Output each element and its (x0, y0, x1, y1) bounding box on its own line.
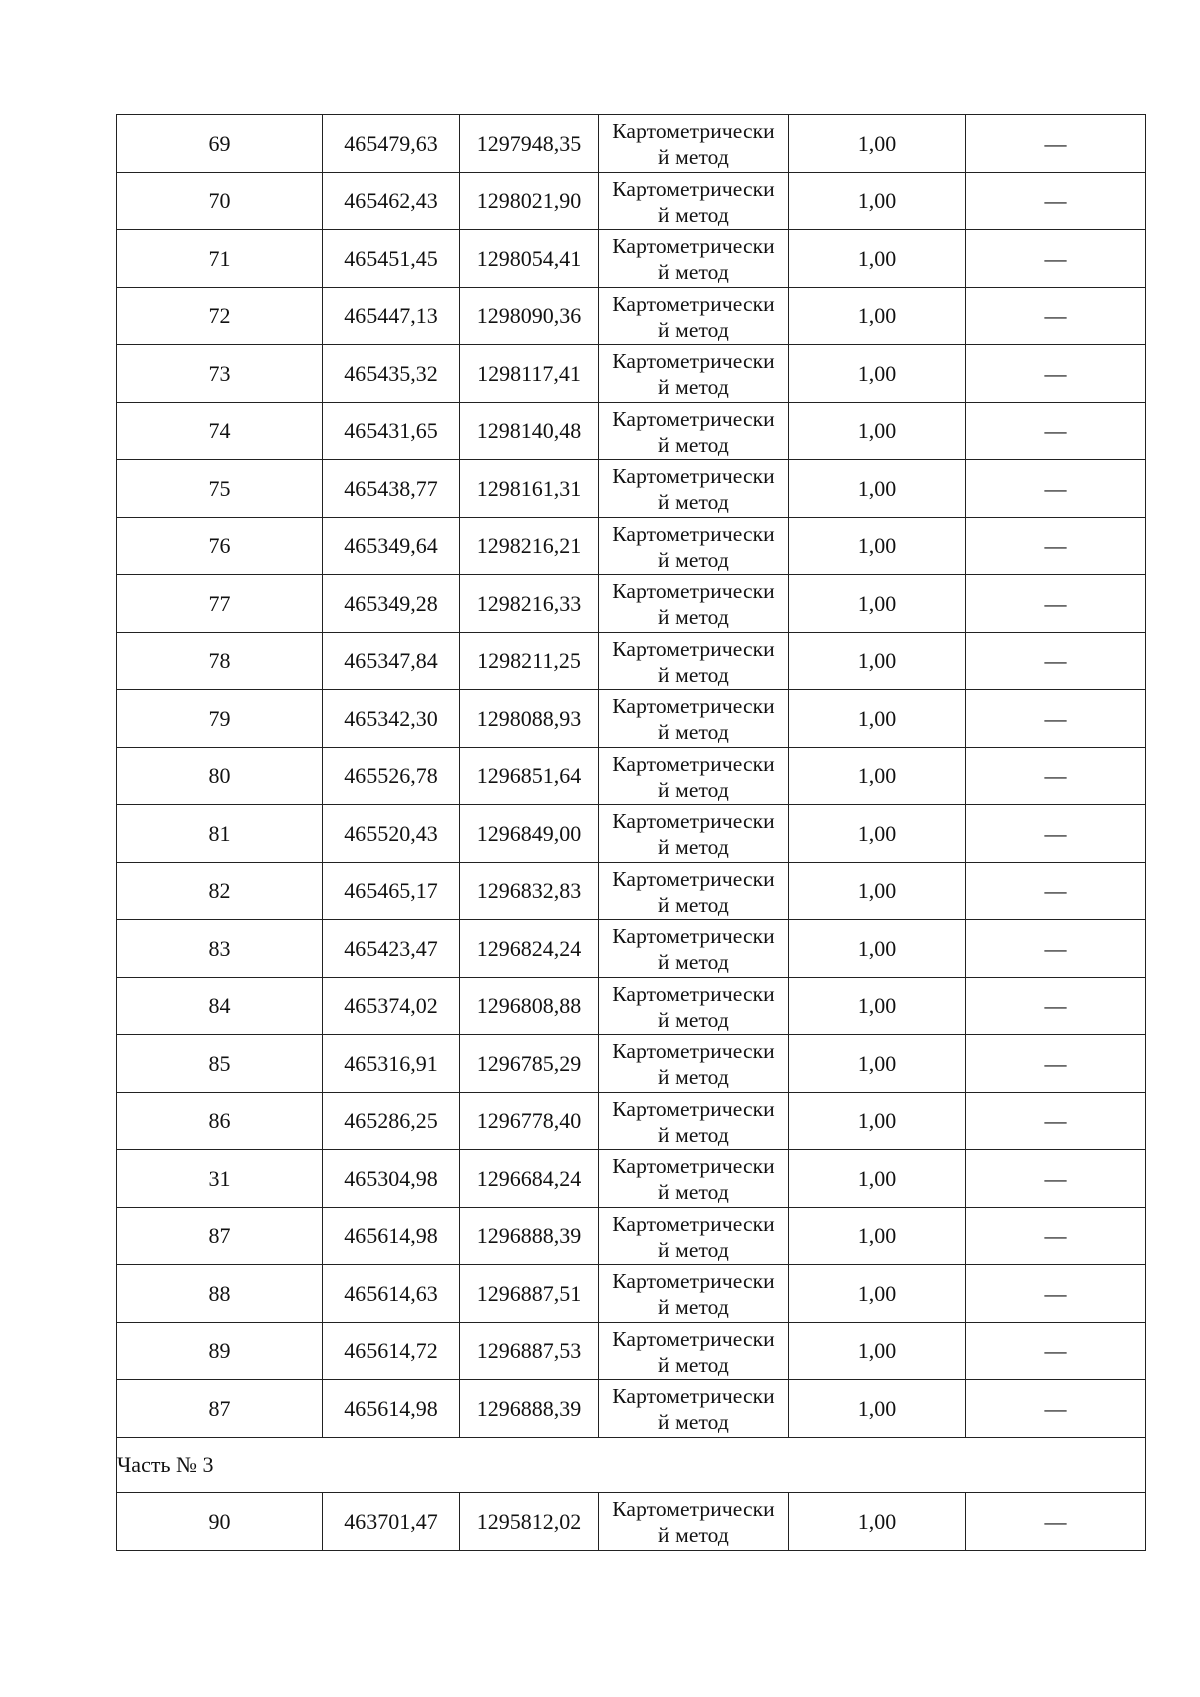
method-cell (599, 345, 789, 403)
point-number-cell: 87 (117, 1380, 323, 1438)
method-line-2: й метод (658, 260, 729, 285)
method-line-1: Картометрически (612, 1384, 775, 1409)
x-coordinate-cell: 465526,78 (323, 747, 460, 805)
method-line-1: Картометрически (612, 1211, 775, 1236)
method-line-1: Картометрически (612, 866, 775, 891)
method-cell (599, 172, 789, 230)
description-cell: — (966, 230, 1146, 288)
method-line-1: Картометрически (612, 1096, 775, 1121)
method-cell (599, 230, 789, 288)
accuracy-cell: 1,00 (789, 402, 966, 460)
method-line-1: Картометрически (612, 751, 775, 776)
point-number-cell: 79 (117, 690, 323, 748)
method-line-2: й метод (658, 202, 729, 227)
x-coordinate-cell: 465447,13 (323, 287, 460, 345)
method-cell (599, 287, 789, 345)
section-label: Часть № 3 (117, 1437, 1146, 1493)
y-coordinate-cell: 1296808,88 (460, 977, 599, 1035)
accuracy-cell: 1,00 (789, 172, 966, 230)
description-cell: — (966, 920, 1146, 978)
x-coordinate-cell: 465451,45 (323, 230, 460, 288)
y-coordinate-cell: 1298088,93 (460, 690, 599, 748)
point-number-cell: 69 (117, 115, 323, 173)
method-line-1: Картометрически (612, 1154, 775, 1179)
y-coordinate-cell: 1298216,33 (460, 575, 599, 633)
method-line-2: й метод (658, 1523, 729, 1548)
x-coordinate-cell: 465520,43 (323, 805, 460, 863)
description-cell: — (966, 1265, 1146, 1323)
coordinates-table (116, 114, 1146, 1551)
description-cell: — (966, 862, 1146, 920)
description-cell: — (966, 805, 1146, 863)
method-line-1: Картометрически (612, 176, 775, 201)
accuracy-cell: 1,00 (789, 1150, 966, 1208)
table-row (117, 517, 1146, 575)
accuracy-cell: 1,00 (789, 230, 966, 288)
method-line-1: Картометрически (612, 234, 775, 259)
table-row (117, 977, 1146, 1035)
method-line-1: Картометрически (612, 119, 775, 144)
y-coordinate-cell: 1298211,25 (460, 632, 599, 690)
method-line-1: Картометрически (612, 291, 775, 316)
description-cell: — (966, 402, 1146, 460)
x-coordinate-cell: 465349,28 (323, 575, 460, 633)
description-cell: — (966, 1380, 1146, 1438)
x-coordinate-cell: 465479,63 (323, 115, 460, 173)
x-coordinate-cell: 465614,72 (323, 1322, 460, 1380)
y-coordinate-cell: 1296832,83 (460, 862, 599, 920)
accuracy-cell: 1,00 (789, 517, 966, 575)
method-line-1: Картометрически (612, 1269, 775, 1294)
table-row (117, 402, 1146, 460)
point-number-cell: 31 (117, 1150, 323, 1208)
table-row (117, 632, 1146, 690)
description-cell: — (966, 1322, 1146, 1380)
x-coordinate-cell: 465435,32 (323, 345, 460, 403)
method-cell (599, 1150, 789, 1208)
point-number-cell: 72 (117, 287, 323, 345)
table-row (117, 1207, 1146, 1265)
accuracy-cell: 1,00 (789, 690, 966, 748)
description-cell: — (966, 172, 1146, 230)
table-row (117, 1035, 1146, 1093)
method-cell (599, 1035, 789, 1093)
method-line-2: й метод (658, 1237, 729, 1262)
table-row (117, 747, 1146, 805)
point-number-cell: 70 (117, 172, 323, 230)
description-cell: — (966, 977, 1146, 1035)
description-cell: — (966, 517, 1146, 575)
description-cell: — (966, 460, 1146, 518)
x-coordinate-cell: 465462,43 (323, 172, 460, 230)
y-coordinate-cell: 1296778,40 (460, 1092, 599, 1150)
accuracy-cell: 1,00 (789, 460, 966, 518)
description-cell: — (966, 690, 1146, 748)
description-cell: — (966, 1150, 1146, 1208)
x-coordinate-cell: 465349,64 (323, 517, 460, 575)
x-coordinate-cell: 463701,47 (323, 1493, 460, 1551)
point-number-cell: 75 (117, 460, 323, 518)
coordinates-table-body (117, 115, 1146, 1551)
y-coordinate-cell: 1296684,24 (460, 1150, 599, 1208)
accuracy-cell: 1,00 (789, 632, 966, 690)
table-row (117, 575, 1146, 633)
accuracy-cell: 1,00 (789, 287, 966, 345)
method-line-2: й метод (658, 1007, 729, 1032)
accuracy-cell: 1,00 (789, 1035, 966, 1093)
x-coordinate-cell: 465431,65 (323, 402, 460, 460)
method-line-2: й метод (658, 1065, 729, 1090)
y-coordinate-cell: 1296888,39 (460, 1380, 599, 1438)
method-cell (599, 977, 789, 1035)
method-line-2: й метод (658, 490, 729, 515)
method-line-1: Картометрически (612, 1039, 775, 1064)
point-number-cell: 86 (117, 1092, 323, 1150)
point-number-cell: 87 (117, 1207, 323, 1265)
table-row (117, 1493, 1146, 1551)
point-number-cell: 90 (117, 1493, 323, 1551)
x-coordinate-cell: 465304,98 (323, 1150, 460, 1208)
table-row (117, 862, 1146, 920)
point-number-cell: 82 (117, 862, 323, 920)
accuracy-cell: 1,00 (789, 1092, 966, 1150)
accuracy-cell: 1,00 (789, 1207, 966, 1265)
method-line-1: Картометрически (612, 579, 775, 604)
method-line-1: Картометрически (612, 636, 775, 661)
method-cell (599, 575, 789, 633)
point-number-cell: 89 (117, 1322, 323, 1380)
method-cell (599, 460, 789, 518)
accuracy-cell: 1,00 (789, 920, 966, 978)
x-coordinate-cell: 465438,77 (323, 460, 460, 518)
y-coordinate-cell: 1298161,31 (460, 460, 599, 518)
method-line-2: й метод (658, 317, 729, 342)
x-coordinate-cell: 465347,84 (323, 632, 460, 690)
accuracy-cell: 1,00 (789, 747, 966, 805)
method-line-1: Картометрически (612, 809, 775, 834)
method-line-1: Картометрически (612, 521, 775, 546)
x-coordinate-cell: 465316,91 (323, 1035, 460, 1093)
table-row (117, 345, 1146, 403)
method-cell (599, 632, 789, 690)
method-cell (599, 1322, 789, 1380)
point-number-cell: 73 (117, 345, 323, 403)
x-coordinate-cell: 465342,30 (323, 690, 460, 748)
y-coordinate-cell: 1298140,48 (460, 402, 599, 460)
description-cell: — (966, 1493, 1146, 1551)
y-coordinate-cell: 1298216,21 (460, 517, 599, 575)
method-line-2: й метод (658, 950, 729, 975)
description-cell: — (966, 575, 1146, 633)
table-row (117, 1265, 1146, 1323)
method-line-1: Картометрически (612, 406, 775, 431)
method-line-1: Картометрически (612, 924, 775, 949)
y-coordinate-cell: 1296849,00 (460, 805, 599, 863)
description-cell: — (966, 747, 1146, 805)
accuracy-cell: 1,00 (789, 862, 966, 920)
table-row (117, 1380, 1146, 1438)
description-cell: — (966, 1207, 1146, 1265)
point-number-cell: 77 (117, 575, 323, 633)
accuracy-cell: 1,00 (789, 575, 966, 633)
point-number-cell: 88 (117, 1265, 323, 1323)
point-number-cell: 80 (117, 747, 323, 805)
accuracy-cell: 1,00 (789, 805, 966, 863)
method-line-2: й метод (658, 720, 729, 745)
accuracy-cell: 1,00 (789, 977, 966, 1035)
x-coordinate-cell: 465465,17 (323, 862, 460, 920)
table-row (117, 1322, 1146, 1380)
y-coordinate-cell: 1295812,02 (460, 1493, 599, 1551)
method-cell (599, 690, 789, 748)
method-cell (599, 747, 789, 805)
description-cell: — (966, 345, 1146, 403)
method-line-2: й метод (658, 1122, 729, 1147)
method-line-2: й метод (658, 777, 729, 802)
table-row (117, 805, 1146, 863)
method-line-2: й метод (658, 835, 729, 860)
y-coordinate-cell: 1298117,41 (460, 345, 599, 403)
x-coordinate-cell: 465374,02 (323, 977, 460, 1035)
description-cell: — (966, 1092, 1146, 1150)
description-cell: — (966, 632, 1146, 690)
method-line-2: й метод (658, 1295, 729, 1320)
accuracy-cell: 1,00 (789, 1322, 966, 1380)
table-row (117, 230, 1146, 288)
x-coordinate-cell: 465423,47 (323, 920, 460, 978)
method-cell (599, 1493, 789, 1551)
table-row (117, 690, 1146, 748)
method-line-2: й метод (658, 1352, 729, 1377)
table-row (117, 287, 1146, 345)
table-row (117, 115, 1146, 173)
x-coordinate-cell: 465614,63 (323, 1265, 460, 1323)
point-number-cell: 74 (117, 402, 323, 460)
accuracy-cell: 1,00 (789, 1380, 966, 1438)
point-number-cell: 78 (117, 632, 323, 690)
y-coordinate-cell: 1296887,53 (460, 1322, 599, 1380)
method-cell (599, 115, 789, 173)
description-cell: — (966, 287, 1146, 345)
accuracy-cell: 1,00 (789, 1493, 966, 1551)
method-line-1: Картометрически (612, 694, 775, 719)
point-number-cell: 84 (117, 977, 323, 1035)
method-cell (599, 805, 789, 863)
method-cell (599, 1380, 789, 1438)
method-cell (599, 402, 789, 460)
method-cell (599, 1207, 789, 1265)
method-line-2: й метод (658, 662, 729, 687)
method-line-1: Картометрически (612, 349, 775, 374)
y-coordinate-cell: 1296888,39 (460, 1207, 599, 1265)
y-coordinate-cell: 1296887,51 (460, 1265, 599, 1323)
method-line-2: й метод (658, 892, 729, 917)
description-cell: — (966, 115, 1146, 173)
method-cell (599, 920, 789, 978)
method-line-2: й метод (658, 375, 729, 400)
method-line-2: й метод (658, 432, 729, 457)
y-coordinate-cell: 1297948,35 (460, 115, 599, 173)
method-cell (599, 862, 789, 920)
point-number-cell: 76 (117, 517, 323, 575)
x-coordinate-cell: 465286,25 (323, 1092, 460, 1150)
y-coordinate-cell: 1296824,24 (460, 920, 599, 978)
method-cell (599, 1265, 789, 1323)
y-coordinate-cell: 1298021,90 (460, 172, 599, 230)
table-row (117, 1150, 1146, 1208)
method-line-1: Картометрически (612, 981, 775, 1006)
method-line-2: й метод (658, 547, 729, 572)
method-line-2: й метод (658, 605, 729, 630)
method-line-1: Картометрически (612, 464, 775, 489)
point-number-cell: 81 (117, 805, 323, 863)
accuracy-cell: 1,00 (789, 1265, 966, 1323)
method-line-2: й метод (658, 145, 729, 170)
method-cell (599, 1092, 789, 1150)
table-row (117, 172, 1146, 230)
y-coordinate-cell: 1296785,29 (460, 1035, 599, 1093)
section-row (117, 1437, 1146, 1493)
method-line-1: Картометрически (612, 1326, 775, 1351)
description-cell: — (966, 1035, 1146, 1093)
x-coordinate-cell: 465614,98 (323, 1207, 460, 1265)
method-line-1: Картометрически (612, 1497, 775, 1522)
table-row (117, 1092, 1146, 1150)
table-row (117, 460, 1146, 518)
y-coordinate-cell: 1296851,64 (460, 747, 599, 805)
point-number-cell: 83 (117, 920, 323, 978)
method-cell (599, 517, 789, 575)
y-coordinate-cell: 1298090,36 (460, 287, 599, 345)
x-coordinate-cell: 465614,98 (323, 1380, 460, 1438)
accuracy-cell: 1,00 (789, 345, 966, 403)
point-number-cell: 85 (117, 1035, 323, 1093)
y-coordinate-cell: 1298054,41 (460, 230, 599, 288)
method-line-2: й метод (658, 1410, 729, 1435)
point-number-cell: 71 (117, 230, 323, 288)
table-row (117, 920, 1146, 978)
method-line-2: й метод (658, 1180, 729, 1205)
accuracy-cell: 1,00 (789, 115, 966, 173)
